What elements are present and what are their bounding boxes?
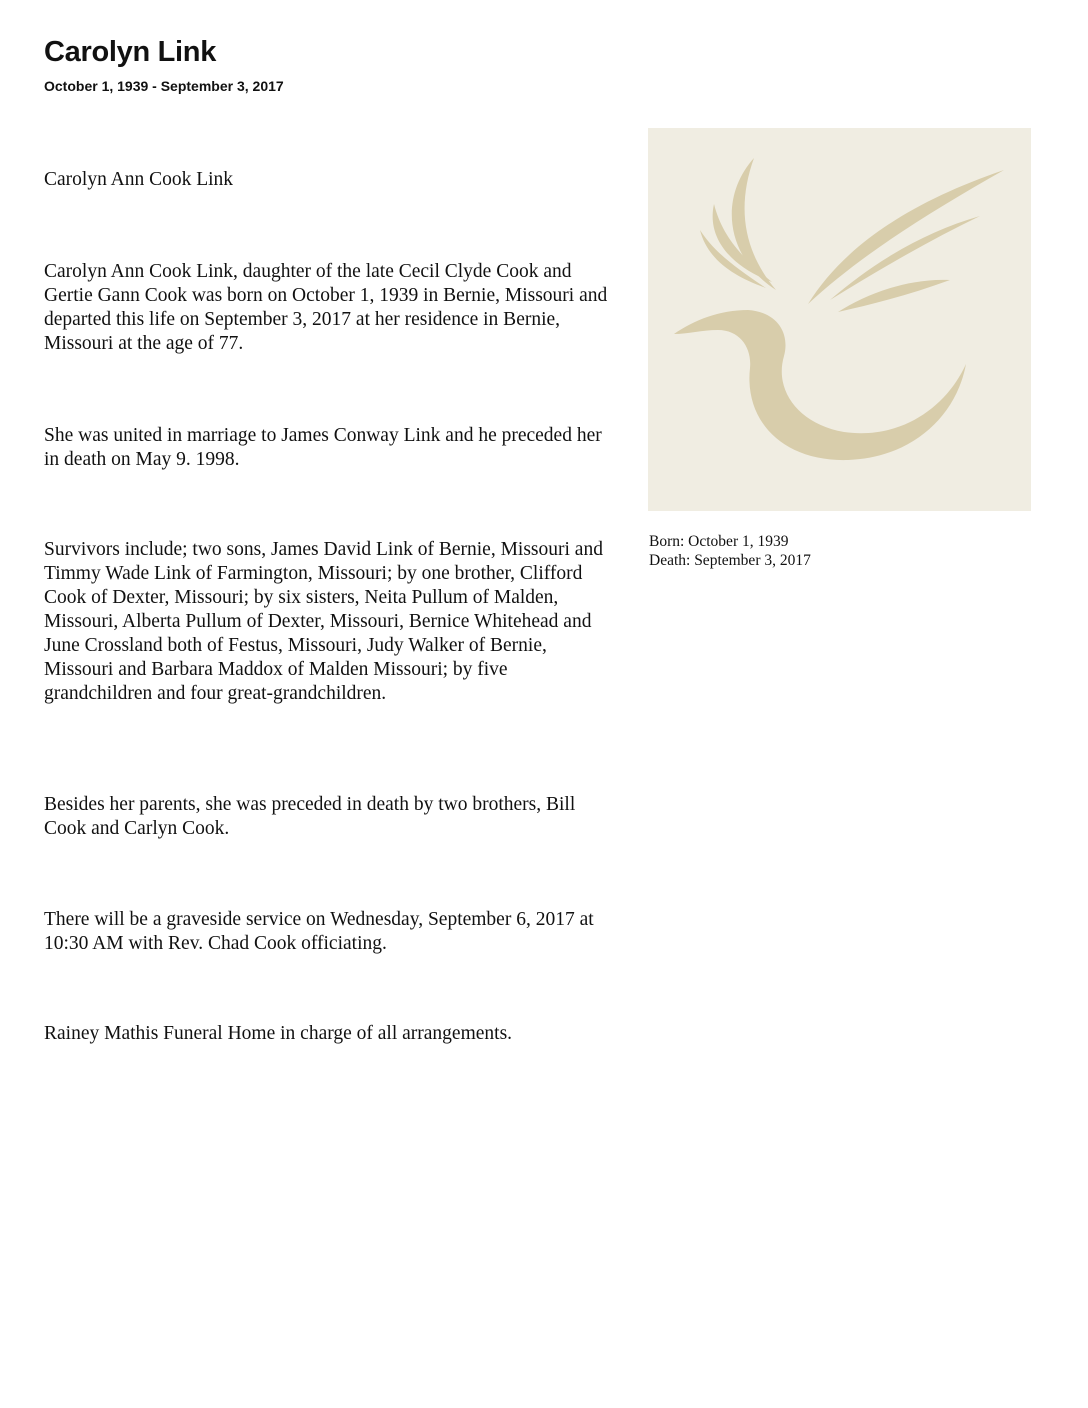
obituary-paragraph-1: Carolyn Ann Cook Link <box>44 169 234 190</box>
death-date: Death: September 3, 2017 <box>649 552 811 569</box>
dove-icon <box>648 128 1031 511</box>
born-date: Born: October 1, 1939 <box>649 533 789 550</box>
obituary-name: Carolyn Link <box>44 36 217 68</box>
obituary-paragraph-7: Rainey Mathis Funeral Home in charge of all arrangements. <box>44 1023 513 1044</box>
life-dates <box>649 532 811 570</box>
memorial-image <box>648 128 1031 511</box>
obituary-paragraph-4: Survivors include; two sons, James David Link of Bernie, Missouri and Timmy Wade Link of Farmington, Missouri; by one brother, Clifford Cook of Dexter, Missouri; by six sisters, Neita Pullum of Malden, Missouri, Alberta Pullum of Dexter, Missouri, Bernice Whitehead and June Crossland both of Festus, Missouri, Judy Walker of Bernie, Missouri and Barbara Maddox of Malden Missouri; by five grandchildren and four great-grandchildren. <box>44 539 603 704</box>
obituary-paragraph-2: Carolyn Ann Cook Link, daughter of the late Cecil Clyde Cook and Gertie Gann Cook was born on October 1, 1939 in Bernie, Missouri and departed this life on September 3, 2017 at her residence in Bernie, Missouri at the age of 77. <box>44 261 608 354</box>
obituary-paragraph-6: There will be a graveside service on Wednesday, September 6, 2017 at 10:30 AM with Rev. Chad Cook officiating. <box>44 909 594 954</box>
obituary-dates: October 1, 1939 - September 3, 2017 <box>44 78 284 94</box>
obituary-paragraph-5: Besides her parents, she was preceded in death by two brothers, Bill Cook and Carlyn Cook. <box>44 794 576 839</box>
obituary-paragraph-3: She was united in marriage to James Conway Link and he preceded her in death on May 9. 1998. <box>44 425 602 470</box>
